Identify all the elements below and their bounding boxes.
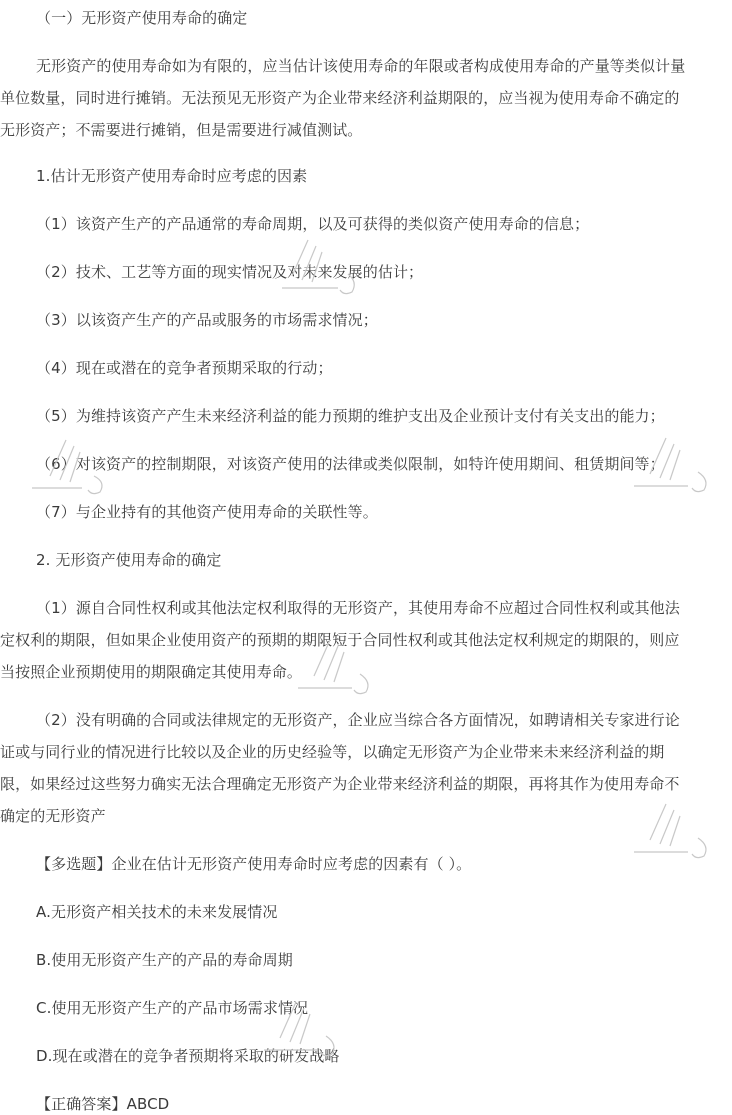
determination-heading: 2. 无形资产使用寿命的确定: [36, 551, 222, 569]
option-b: B.使用无形资产生产的产品的寿命周期: [36, 951, 293, 969]
correct-answer: 【正确答案】ABCD: [36, 1095, 170, 1113]
option-a: A.无形资产相关技术的未来发展情况: [36, 903, 278, 921]
factor-item-6: （6）对该资产的控制期限，对该资产使用的法律或类似限制，如特许使用期间、租赁期间等；: [36, 455, 665, 473]
section-heading: （一）无形资产使用寿命的确定: [36, 9, 248, 27]
intro-line-2: 单位数量，同时进行摊销。无法预见无形资产为企业带来经济利益期限的，应当视为使用寿命不确定的: [0, 89, 680, 107]
factor-item-1: （1）该资产生产的产品通常的寿命周期，以及可获得的类似资产使用寿命的信息；: [36, 215, 590, 233]
factors-heading: 1.估计无形资产使用寿命时应考虑的因素: [36, 167, 308, 185]
factor-item-5: （5）为维持该资产产生未来经济利益的能力预期的维护支出及企业预计支付有关支出的能力；: [36, 407, 665, 425]
determination-para2-line-4: 确定的无形资产: [0, 807, 106, 825]
determination-para2-line-1: （2）没有明确的合同或法律规定的无形资产，企业应当综合各方面情况，如聘请相关专家进行论: [36, 711, 680, 729]
factor-item-2: （2）技术、工艺等方面的现实情况及对未来发展的估计；: [36, 263, 424, 281]
question-stem: 【多选题】企业在估计无形资产使用寿命时应考虑的因素有（ ）。: [36, 855, 472, 873]
factor-item-7: （7）与企业持有的其他资产使用寿命的关联性等。: [36, 503, 378, 521]
intro-line-1: 无形资产的使用寿命如为有限的，应当估计该使用寿命的年限或者构成使用寿命的产量等类似计量: [36, 57, 686, 75]
determination-para1-line-2: 定权利的期限，但如果企业使用资产的预期的期限短于合同性权利或其他法定权利规定的期限的，则应: [0, 631, 680, 649]
option-c: C.使用无形资产生产的产品市场需求情况: [36, 999, 309, 1017]
factor-item-4: （4）现在或潜在的竞争者预期采取的行动；: [36, 359, 333, 377]
determination-para1-line-3: 当按照企业预期使用的期限确定其使用寿命。: [0, 663, 303, 681]
option-d: D.现在或潜在的竞争者预期将采取的研发战略: [36, 1047, 340, 1065]
factor-item-3: （3）以该资产生产的产品或服务的市场需求情况；: [36, 311, 378, 329]
determination-para1-line-1: （1）源自合同性权利或其他法定权利取得的无形资产，其使用寿命不应超过合同性权利或其他法: [36, 599, 680, 617]
determination-para2-line-3: 限，如果经过这些努力确实无法合理确定无形资产为企业带来经济利益的期限，再将其作为使用寿命不: [0, 775, 680, 793]
watermark-mark: [632, 800, 722, 864]
intro-line-3: 无形资产；不需要进行摊销，但是需要进行减值测试。: [0, 121, 363, 139]
determination-para2-line-2: 证或与同行业的情况进行比较以及企业的历史经验等，以确定无形资产为企业带来未来经济利益的期: [0, 743, 665, 761]
